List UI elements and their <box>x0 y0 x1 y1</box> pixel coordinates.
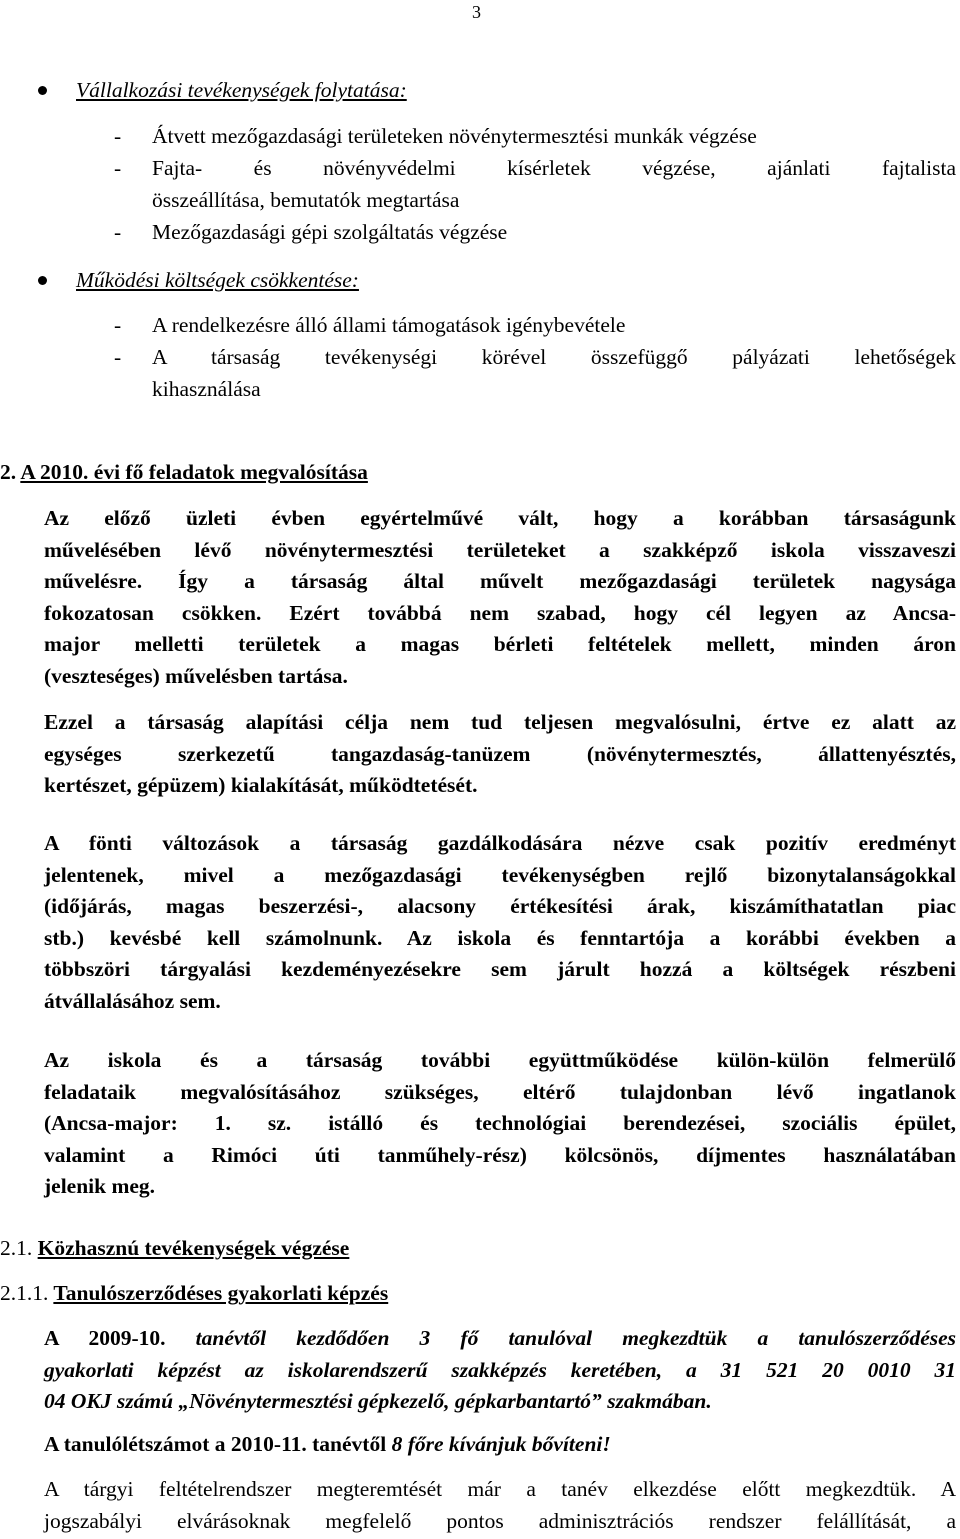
paragraph-line: művelésre. Így a társaság által művelt mezőgazdasági területek nagysága <box>44 569 956 593</box>
section-heading-2 <box>0 456 368 488</box>
dash-icon: - <box>114 220 122 244</box>
paragraph-line: major melletti területek a magas bérleti feltételek mellett, minden áron <box>44 632 956 656</box>
text-run: 8 főre kívánjuk bővíteni! <box>391 1432 611 1456</box>
section-heading-2-1 <box>0 1232 349 1264</box>
paragraph <box>44 828 956 1017</box>
paragraph-line: A fönti változások a társaság gazdálkodására nézve csak pozitív eredményt <box>44 831 956 855</box>
dash-icon: - <box>114 345 122 369</box>
paragraph-line: többszöri tárgyalási kezdeményezésekre sem járult hozzá a költségek részbeni <box>44 957 956 981</box>
heading-number: 2. <box>0 460 17 484</box>
list-item <box>114 121 956 153</box>
paragraph-line: (időjárás, magas beszerzési-, alacsony értékesítési árak, kiszámíthatatlan piac <box>44 894 956 918</box>
text-run: tanévtől kezdődően 3 fő tanulóval megkezdtük a tanulószerződéses <box>195 1326 957 1350</box>
paragraph-line: Ezzel a társaság alapítási célja nem tud teljesen megvalósulni, értve ez alatt az <box>44 710 956 734</box>
list-item <box>114 342 956 374</box>
paragraph-line: Az előző üzleti évben egyértelművé vált, hogy a korábban társaságunk <box>44 506 956 530</box>
section-heading-2-1-1 <box>0 1277 388 1309</box>
bullet-mukodesi <box>0 264 956 296</box>
paragraph-line: átvállalásához sem. <box>44 988 221 1013</box>
list-item-text: Mezőgazdasági gépi szolgáltatás végzése <box>152 220 508 244</box>
list-item <box>114 153 956 185</box>
paragraph <box>44 707 956 802</box>
paragraph-line: jelentenek, mivel a mezőgazdasági tevékenységben rejlő bizonytalanságokkal <box>44 862 956 887</box>
paragraph-line: stb.) kevésbé kell számolnunk. Az iskola és fenntartója a korábbi években a <box>44 925 956 950</box>
paragraph-line: feladataik megvalósításához szükséges, eltérő tulajdonban lévő ingatlanok <box>44 1079 956 1104</box>
paragraph-line <box>44 1386 956 1418</box>
paragraph <box>44 1323 956 1418</box>
text-run: A 2009-10. <box>44 1326 166 1350</box>
list-item-text: Átvett mezőgazdasági területeken növénytermesztési munkák végzése <box>152 124 757 148</box>
bullet-title: Működési költségek csökkentése: <box>76 268 359 292</box>
dash-icon: - <box>114 156 122 180</box>
heading-number: 2.1. <box>0 1236 33 1260</box>
dash-icon: - <box>114 313 122 337</box>
dash-icon: - <box>114 124 122 148</box>
list-item-continuation: összeállítása, bemutatók megtartása <box>152 188 460 212</box>
paragraph <box>44 1045 956 1203</box>
heading-title: Közhasznú tevékenységek végzése <box>37 1236 350 1260</box>
paragraph-line: A tárgyi feltételrendszer megteremtését már a tanév elkezdése előtt megkezdtük. A <box>44 1477 956 1501</box>
paragraph-line: egységes szerkezetű tangazdaság-tanüzem (növénytermesztés, állattenyésztés, <box>44 741 956 766</box>
paragraph <box>44 1429 956 1461</box>
paragraph-line: jogszabályi elvárásoknak megfelelő pontos adminisztrációs rendszer felállítását, a <box>44 1508 956 1533</box>
bullet-title: Vállalkozási tevékenységek folytatása: <box>76 78 407 102</box>
text-run: szakmában. <box>607 1389 712 1413</box>
text-run: 04 OKJ számú <box>44 1389 174 1413</box>
list-item-text: Fajta- és növényvédelmi kísérletek végzése, ajánlati fajtalista <box>152 156 956 180</box>
list-item <box>114 310 956 342</box>
list-item-text: A társaság tevékenységi körével összefüggő pályázati lehetőségek <box>152 345 956 369</box>
bullet-vallalkozasi <box>0 74 956 106</box>
paragraph-line: jelenik meg. <box>44 1174 156 1198</box>
heading-title: Tanulószerződéses gyakorlati képzés <box>53 1281 389 1305</box>
heading-number: 2.1.1. <box>0 1281 49 1305</box>
paragraph-line: művelésében lévő növénytermesztési területeket a szakképző iskola visszaveszi <box>44 537 956 562</box>
paragraph-line: kertészet, gépüzem) kialakítását, működtetését. <box>44 773 478 797</box>
text-run: „Növénytermesztési gépkezelő, gépkarbantartó” <box>178 1389 602 1413</box>
paragraph-line: valamint a Rimóci úti tanműhely-rész) kölcsönös, díjmentes használatában <box>44 1142 956 1167</box>
list-item <box>114 217 956 249</box>
paragraph-line: fokozatosan csökken. Ezért továbbá nem szabad, hogy cél legyen az Ancsa- <box>44 600 956 625</box>
bullet-icon <box>38 86 47 95</box>
heading-title: A 2010. évi fő feladatok megvalósítása <box>20 460 368 484</box>
bullet-icon <box>38 276 47 285</box>
list-item-continuation: kihasználása <box>152 377 261 401</box>
text-run: A tanulólétszámot a 2010-11. tanévtől <box>44 1432 387 1456</box>
page-number: 3 <box>472 2 481 22</box>
paragraph-line: (Ancsa-major: 1. sz. istálló és technológiai berendezései, szociális épület, <box>44 1111 956 1135</box>
list-item-text: A rendelkezésre álló állami támogatások igénybevétele <box>152 313 626 337</box>
paragraph-line: Az iskola és a társaság további együttműködése külön-külön felmerülő <box>44 1048 956 1072</box>
paragraph <box>44 503 956 692</box>
paragraph <box>44 1474 956 1537</box>
paragraph-line: gyakorlati képzést az iskolarendszerű szakképzés keretében, a 31 521 20 0010 31 <box>44 1357 956 1382</box>
paragraph-line: (veszteséges) művelésben tartása. <box>44 663 348 688</box>
paragraph-line <box>44 1323 956 1355</box>
